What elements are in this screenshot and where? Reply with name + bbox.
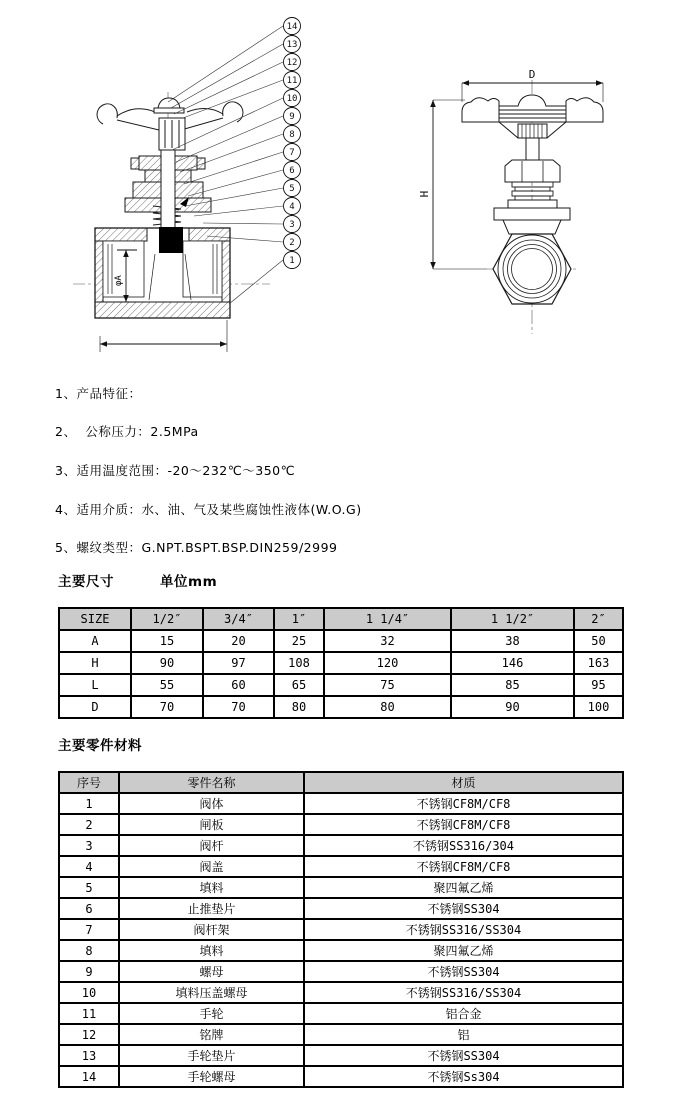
cell: 14 — [59, 1066, 119, 1087]
table-row — [59, 919, 623, 940]
balloon-label: 12 — [286, 58, 298, 69]
table-row — [59, 1045, 623, 1066]
cell: 32 — [324, 630, 451, 652]
cell: 不锈钢SS316/SS304 — [304, 982, 623, 1003]
table-row — [59, 674, 623, 696]
balloon-label: 1 — [289, 256, 295, 267]
cell: 13 — [59, 1045, 119, 1066]
gland-nut — [505, 160, 560, 182]
cell: 97 — [203, 652, 274, 674]
cell: 65 — [274, 674, 324, 696]
body-hex-end — [493, 234, 571, 304]
balloon-label: 2 — [289, 238, 295, 249]
feature-item-2: 2、 公称压力：2.5MPa — [55, 424, 199, 439]
column-header: 3/4″ — [203, 608, 274, 630]
cell: 铭牌 — [119, 1024, 304, 1045]
cell: 9 — [59, 961, 119, 982]
cell: 不锈钢Ss304 — [304, 1066, 623, 1087]
cell: 不锈钢CF8M/CF8 — [304, 793, 623, 814]
cell: H — [59, 652, 131, 674]
cell: 闸板 — [119, 814, 304, 835]
cell: 2 — [59, 814, 119, 835]
cell: 4 — [59, 856, 119, 877]
table-row — [59, 696, 623, 718]
cell: 8 — [59, 940, 119, 961]
column-header: 2″ — [574, 608, 623, 630]
balloon-label: 5 — [289, 184, 295, 195]
cell: 填料 — [119, 877, 304, 898]
cell: 不锈钢CF8M/CF8 — [304, 814, 623, 835]
cell: 止推垫片 — [119, 898, 304, 919]
cell: 手轮 — [119, 1003, 304, 1024]
cell: 不锈钢CF8M/CF8 — [304, 856, 623, 877]
table-row — [59, 1003, 623, 1024]
cell: 108 — [274, 652, 324, 674]
cell: 75 — [324, 674, 451, 696]
table-row — [59, 652, 623, 674]
cell: 7 — [59, 919, 119, 940]
column-header: 材质 — [304, 772, 623, 793]
column-header: 零件名称 — [119, 772, 304, 793]
column-header: 1 1/4″ — [324, 608, 451, 630]
table-row — [59, 814, 623, 835]
materials-title: 主要零件材料 — [58, 738, 142, 754]
column-header: 序号 — [59, 772, 119, 793]
cell: 50 — [574, 630, 623, 652]
balloon-label: 10 — [286, 94, 298, 105]
cell: 铝 — [304, 1024, 623, 1045]
valve-section-drawing — [55, 8, 305, 360]
table-row — [59, 898, 623, 919]
cell: 55 — [131, 674, 203, 696]
balloon-label: 8 — [289, 130, 295, 141]
table-row — [59, 961, 623, 982]
balloon-label: 11 — [286, 76, 298, 87]
cell: 85 — [451, 674, 574, 696]
balloon-label: 13 — [286, 40, 298, 51]
cell: 1 — [59, 793, 119, 814]
column-header: 1 1/2″ — [451, 608, 574, 630]
column-header: 1″ — [274, 608, 324, 630]
cell: 6 — [59, 898, 119, 919]
cell: 80 — [274, 696, 324, 718]
cell: 不锈钢SS316/SS304 — [304, 919, 623, 940]
cell: 阀体 — [119, 793, 304, 814]
feature-item-1: 1、产品特征： — [55, 386, 142, 401]
cell: 3 — [59, 835, 119, 856]
cell: L — [59, 674, 131, 696]
balloon-label: 7 — [289, 148, 295, 159]
column-header: SIZE — [59, 608, 131, 630]
cell: 填料压盖螺母 — [119, 982, 304, 1003]
table-row — [59, 835, 623, 856]
cell: 11 — [59, 1003, 119, 1024]
cell: 12 — [59, 1024, 119, 1045]
cell: 60 — [203, 674, 274, 696]
table-header-row — [59, 772, 623, 793]
table-row — [59, 877, 623, 898]
cell: 5 — [59, 877, 119, 898]
cell: 10 — [59, 982, 119, 1003]
materials-table — [58, 771, 624, 1088]
feature-item-5: 5、螺纹类型：G.NPT.BSPT.BSP.DIN259/2999 — [55, 540, 338, 555]
cell: 25 — [274, 630, 324, 652]
cell: 不锈钢SS304 — [304, 1045, 623, 1066]
column-header: 1/2″ — [131, 608, 203, 630]
cell: 阀杆架 — [119, 919, 304, 940]
cell: 阀杆 — [119, 835, 304, 856]
dim-label-d: D — [528, 68, 536, 81]
cell: 聚四氟乙烯 — [304, 940, 623, 961]
cell: 38 — [451, 630, 574, 652]
stem-front — [526, 138, 539, 160]
balloon-label: 14 — [286, 22, 298, 33]
cell: 15 — [131, 630, 203, 652]
dimensions-unit: 单位mm — [160, 574, 218, 590]
cell: 聚四氟乙烯 — [304, 877, 623, 898]
part-balloons — [284, 18, 301, 269]
cell: 146 — [451, 652, 574, 674]
table-row — [59, 856, 623, 877]
cell: 100 — [574, 696, 623, 718]
table-row — [59, 630, 623, 652]
cell: 不锈钢SS304 — [304, 898, 623, 919]
dim-label-phi-a: φA — [114, 275, 124, 286]
table-row — [59, 982, 623, 1003]
cell: 螺母 — [119, 961, 304, 982]
cell: 90 — [451, 696, 574, 718]
cell: A — [59, 630, 131, 652]
cell: 70 — [131, 696, 203, 718]
cell: 不锈钢SS304 — [304, 961, 623, 982]
dim-label-h: H — [418, 190, 431, 198]
cell: 80 — [324, 696, 451, 718]
cell: 90 — [131, 652, 203, 674]
table-row — [59, 793, 623, 814]
gate-wedge — [159, 227, 183, 253]
cell: 120 — [324, 652, 451, 674]
table-row — [59, 1066, 623, 1087]
cell: 不锈钢SS316/304 — [304, 835, 623, 856]
cell: D — [59, 696, 131, 718]
balloon-label: 4 — [289, 202, 295, 213]
handwheel-hub — [499, 122, 566, 138]
valve-stem — [161, 148, 175, 228]
handwheel-section — [97, 98, 243, 150]
packing-rings — [512, 182, 553, 200]
valve-front-drawing — [395, 42, 645, 342]
cell: 填料 — [119, 940, 304, 961]
cell: 163 — [574, 652, 623, 674]
balloon-label: 3 — [289, 220, 295, 231]
cell: 95 — [574, 674, 623, 696]
dim-length — [100, 320, 227, 352]
dim-h — [418, 100, 487, 269]
dimensions-table — [58, 607, 624, 719]
balloon-label: 9 — [289, 112, 295, 123]
cell: 70 — [203, 696, 274, 718]
cell: 阀盖 — [119, 856, 304, 877]
dimensions-title: 主要尺寸 — [58, 574, 114, 590]
table-row — [59, 940, 623, 961]
feature-item-3: 3、适用温度范围：-20～232℃～350℃ — [55, 463, 296, 478]
handwheel-front — [462, 95, 603, 122]
table-header-row — [59, 608, 623, 630]
balloon-label: 6 — [289, 166, 295, 177]
cell: 铝合金 — [304, 1003, 623, 1024]
table-row — [59, 1024, 623, 1045]
cell: 手轮螺母 — [119, 1066, 304, 1087]
cell: 20 — [203, 630, 274, 652]
bonnet-front — [494, 200, 570, 234]
feature-item-4: 4、适用介质：水、油、气及某些腐蚀性液体(W.O.G) — [55, 502, 362, 517]
cell: 手轮垫片 — [119, 1045, 304, 1066]
